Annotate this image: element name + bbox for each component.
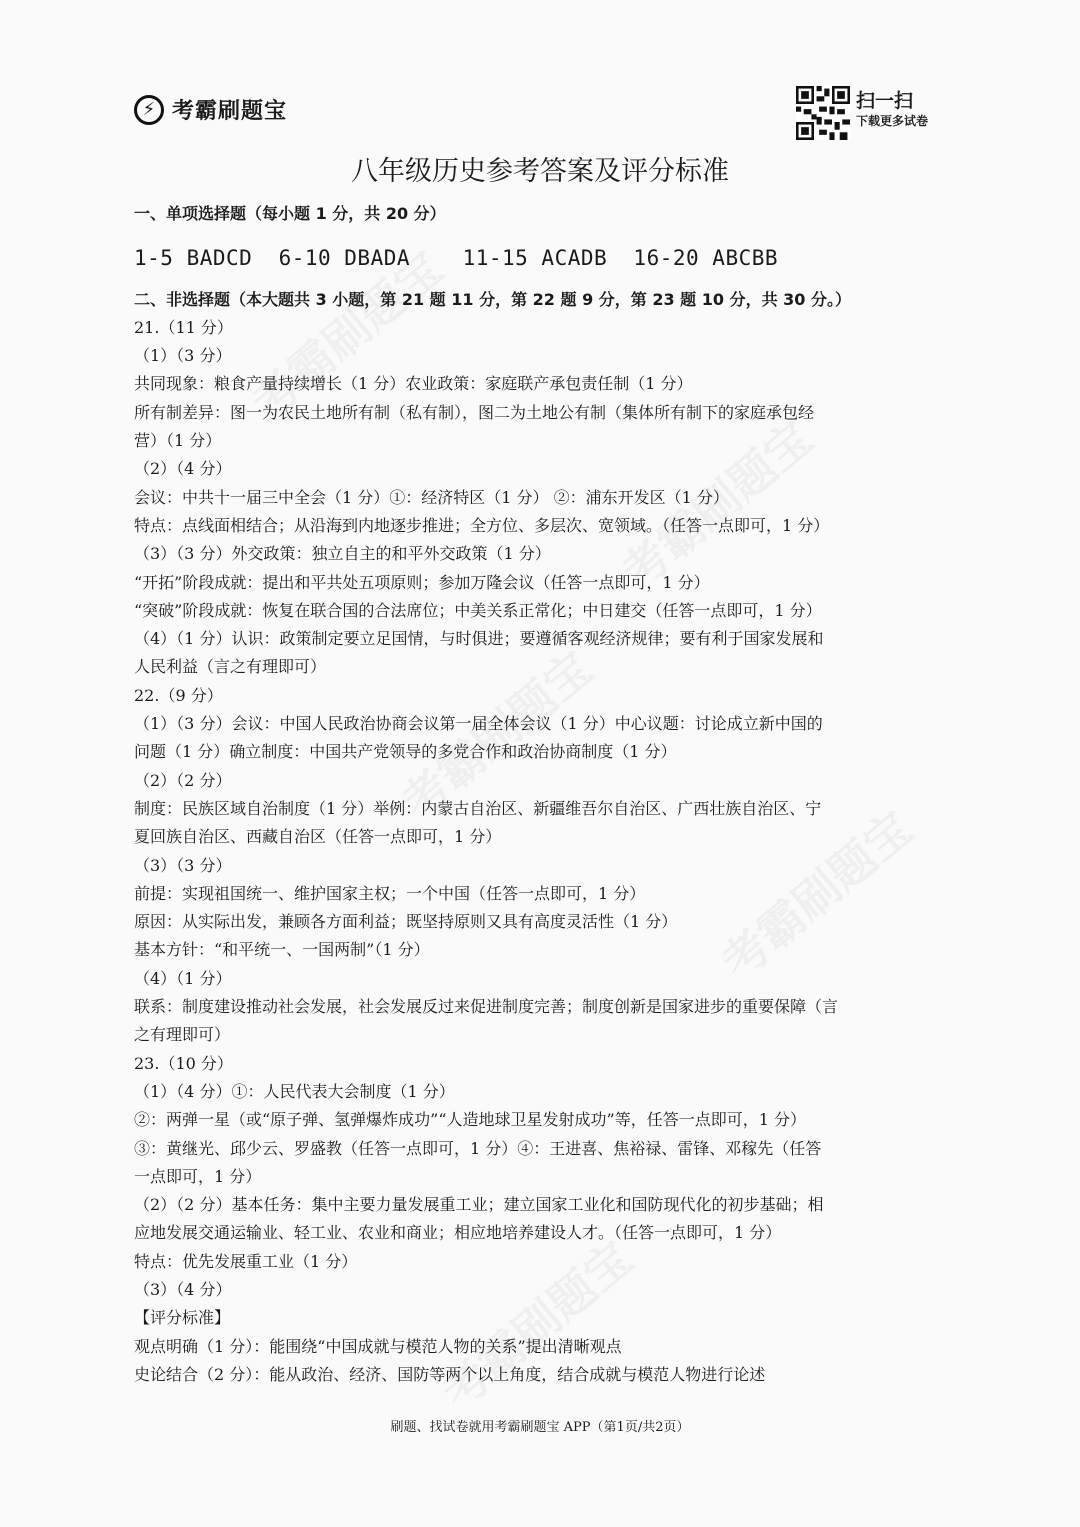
section-heading: 二、非选择题（本大题共 3 小题，第 21 题 11 分，第 22 题 9 分，第 23 题 10 分，共 30 分。） xyxy=(134,289,851,309)
scan-prompt xyxy=(856,90,928,130)
answer-line: 22.（9 分） xyxy=(134,685,223,705)
answer-line: （3）（3 分） xyxy=(134,855,232,875)
answer-line: 23.（10 分） xyxy=(134,1053,233,1073)
answer-line: 制度：民族区域自治制度（1 分）举例：内蒙古自治区、新疆维吾尔自治区、广西壮族自治区、宁 xyxy=(134,798,822,818)
answer-line: 应地发展交通运输业、轻工业、农业和商业；相应地培养建设人才。（任答一点即可，1 分） xyxy=(134,1223,782,1243)
lightning-icon: ⚡ xyxy=(134,95,164,125)
scan-subtitle: 下载更多试卷 xyxy=(856,114,929,128)
answer-line: “开拓”阶段成就：提出和平共处五项原则；参加万隆会议（任答一点即可，1 分） xyxy=(134,572,710,592)
answer-line: 夏回族自治区、西藏自治区（任答一点即可，1 分） xyxy=(134,827,502,847)
answer-line: 21.（11 分） xyxy=(134,317,233,337)
answer-line: 特点：点线面相结合；从沿海到内地逐步推进；全方位、多层次、宽领域。（任答一点即可，1 分） xyxy=(134,515,830,535)
qr-code-icon[interactable] xyxy=(796,86,850,140)
answer-line: （3）（3 分）外交政策：独立自主的和平外交政策（1 分） xyxy=(134,544,551,564)
page-header xyxy=(0,0,1080,150)
answer-line: 之有理即可） xyxy=(134,1025,231,1045)
answer-line: ②：两弹一星（或“原子弹、氢弹爆炸成功”“人造地球卫星发射成功”等，任答一点即可，1 分） xyxy=(134,1110,806,1130)
page-title: 八年级历史参考答案及评分标准 xyxy=(351,156,729,187)
answer-line: （1）（3 分） xyxy=(134,346,232,366)
answer-content xyxy=(134,200,954,1389)
section-heading: 一、单项选择题（每小题 1 分，共 20 分） xyxy=(134,204,446,223)
answer-lines xyxy=(134,314,954,1389)
answer-line: “突破”阶段成就：恢复在联合国的合法席位；中美关系正常化；中日建交（任答一点即可，1 分） xyxy=(134,600,822,620)
answer-line: 原因：从实际出发，兼顾各方面利益；既坚持原则又具有高度灵活性（1 分） xyxy=(134,912,678,932)
page-footer: 刷题、找试卷就用考霸刷题宝 APP（第1页/共2页） xyxy=(390,1420,690,1435)
answer-line: 特点：优先发展重工业（1 分） xyxy=(134,1251,358,1271)
answer-line: 人民利益（言之有理即可） xyxy=(134,657,327,677)
answer-line: （2）（2 分） xyxy=(134,770,232,790)
brand-logo xyxy=(134,94,287,125)
answer-line: 前提：实现祖国统一、维护国家主权；一个中国（任答一点即可，1 分） xyxy=(134,883,646,903)
answer-line: （2）（2 分）基本任务：集中主要力量发展重工业；建立国家工业化和国防现代化的初步基础；相 xyxy=(134,1195,824,1215)
answer-line: 史论结合（2 分）：能从政治、经济、国防等两个以上角度，结合成就与模范人物进行论述 xyxy=(134,1364,766,1384)
answer-line: （3）（4 分） xyxy=(134,1279,232,1299)
answer-line: 观点明确（1 分）：能围绕“中国成就与模范人物的关系”提出清晰观点 xyxy=(134,1336,622,1356)
answer-line: 联系：制度建设推动社会发展，社会发展反过来促进制度完善；制度创新是国家进步的重要保障（言 xyxy=(134,997,839,1017)
answer-line: 【评分标准】 xyxy=(134,1308,231,1328)
answer-line: 会议：中共十一届三中全会（1 分）①：经济特区（1 分） ②：浦东开发区（1 分） xyxy=(134,487,729,507)
answer-line: （1）（3 分）会议：中国人民政治协商会议第一届全体会议（1 分）中心议题：讨论成立新中国的 xyxy=(134,714,823,734)
answer-line: 营）（1 分） xyxy=(134,431,222,451)
answer-line: （2）（4 分） xyxy=(134,459,232,479)
answer-line: （4）（1 分） xyxy=(134,968,232,988)
answer-line: ③：黄继光、邱少云、罗盛教（任答一点即可，1 分）④：王进喜、焦裕禄、雷锋、邓稼先（任答 xyxy=(134,1138,822,1158)
answer-line: （1）（4 分）①：人民代表大会制度（1 分） xyxy=(134,1081,455,1101)
answer-line: 所有制差异：图一为农民土地所有制（私有制），图二为土地公有制（集体所有制下的家庭承包经 xyxy=(134,402,815,422)
answer-line: 共同现象：粮食产量持续增长（1 分）农业政策：家庭联产承包责任制（1 分） xyxy=(134,374,693,394)
answer-line: （4）（1 分）认识：政策制定要立足国情，与时俱进；要遵循客观经济规律；要有利于国家发展和 xyxy=(134,629,824,649)
choice-answers: 1-5 BADCD 6-10 DBADA 11-15 ACADB 16-20 ABCBB xyxy=(134,246,779,271)
brand-name: 考霸刷题宝 xyxy=(172,99,288,124)
answer-line: 基本方针：“和平统一、一国两制”（1 分） xyxy=(134,940,430,960)
answer-line: 问题（1 分）确立制度：中国共产党领导的多党合作和政治协商制度（1 分） xyxy=(134,742,677,762)
scan-title: 扫一扫 xyxy=(856,90,914,112)
answer-line: 一点即可，1 分） xyxy=(134,1166,262,1186)
